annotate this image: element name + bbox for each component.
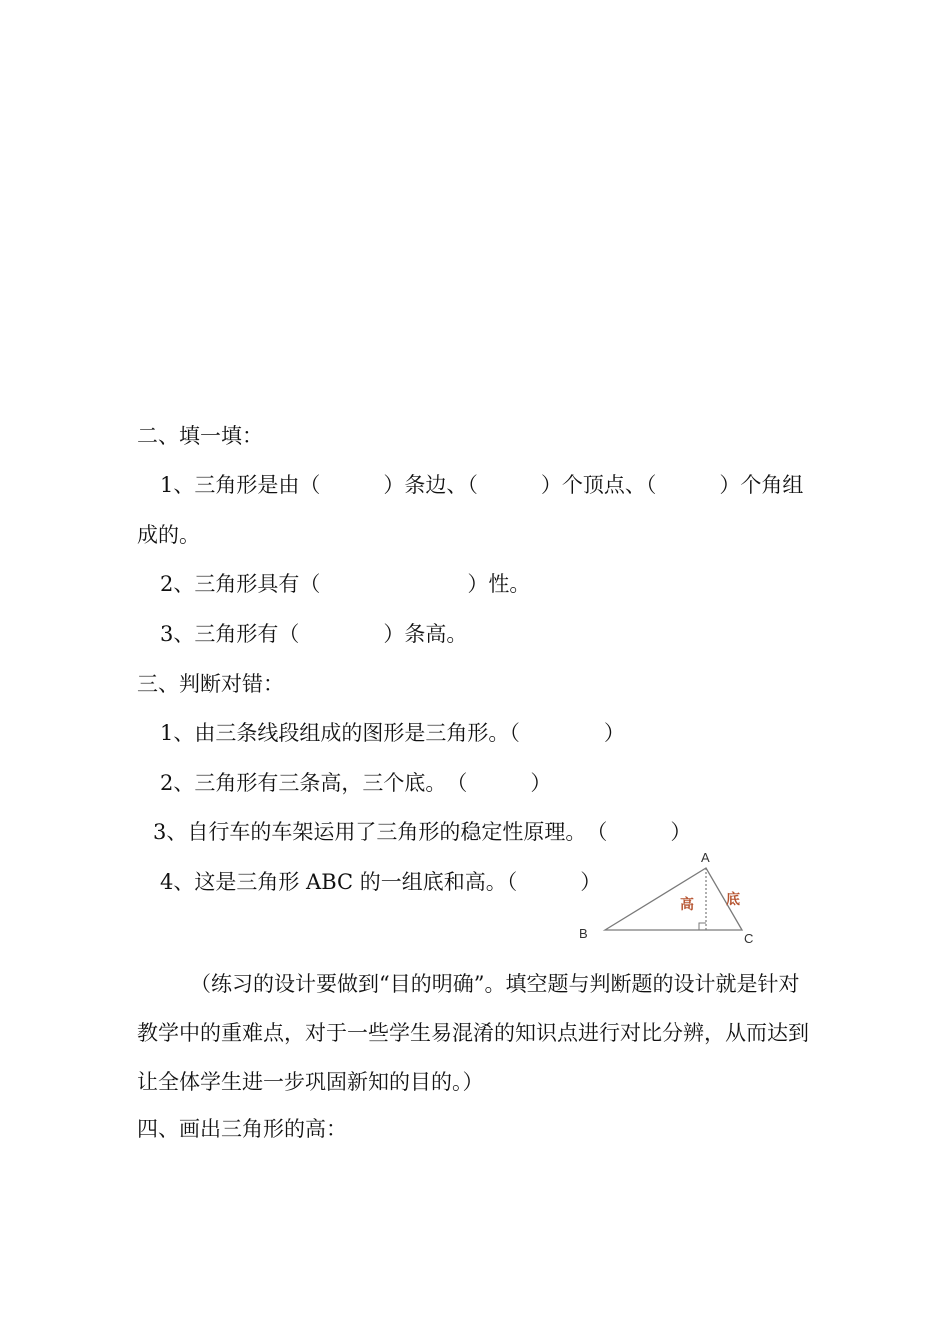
- section2-q3: 3、三角形有（ ）条高。: [160, 622, 468, 646]
- section3-q4: 4、这是三角形 ABC 的一组底和高。（ ）: [160, 870, 602, 894]
- section2-heading: 二、填一填：: [137, 424, 263, 448]
- base-label: 底: [726, 892, 740, 908]
- section2-q1-line2: 成的。: [137, 523, 200, 547]
- section3-heading: 三、判断对错：: [137, 672, 284, 696]
- design-note: （练习的设计要做到“目的明确”。填空题与判断题的设计就是针对教学中的重难点，对于一些学生易混淆的知识点进行对比分辨，从而达到让全体学生进一步巩固新知的目的。）: [137, 972, 809, 1094]
- section3-q2: 2、三角形有三条高，三个底。 （ ）: [160, 771, 552, 795]
- triangle-abc: [605, 868, 742, 930]
- right-angle-mark: [699, 923, 706, 930]
- section3-q3: 3、自行车的车架运用了三角形的稳定性原理。 （ ）: [153, 820, 692, 844]
- section3-q1: 1、由三条线段组成的图形是三角形。（ ）: [160, 721, 625, 745]
- vertex-label-a: A: [701, 850, 710, 865]
- height-label: 高: [680, 897, 694, 913]
- vertex-label-c: C: [744, 931, 754, 946]
- section2-q2: 2、三角形具有（ ）性。: [160, 572, 531, 596]
- triangle-abc-figure: [570, 848, 770, 948]
- section4-heading: 四、画出三角形的高：: [137, 1117, 347, 1141]
- section2-q1-line1: 1、三角形是由（ ）条边、（ ）个顶点、（ ）个角组: [160, 473, 804, 497]
- vertex-label-b: B: [579, 926, 588, 941]
